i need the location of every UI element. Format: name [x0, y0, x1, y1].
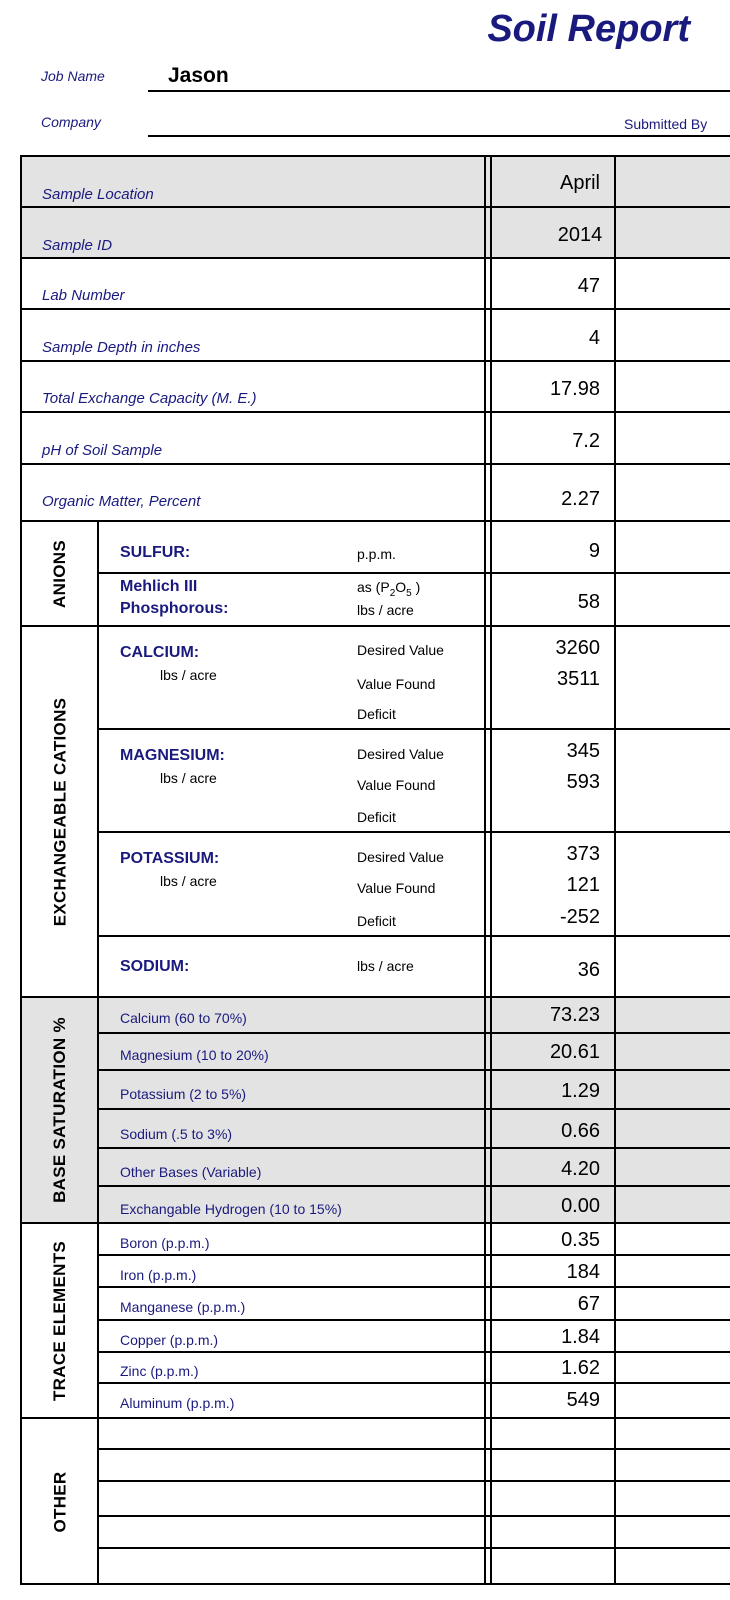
grid-line — [97, 521, 99, 1585]
grid-line — [98, 1547, 730, 1549]
sample-depth-label: Sample Depth in inches — [42, 339, 201, 356]
grid-line — [20, 257, 730, 259]
base-saturation-shade — [20, 997, 730, 1223]
grid-line — [98, 1032, 730, 1034]
sulfur-unit: p.p.m. — [357, 546, 396, 562]
calcium-unit: lbs / acre — [160, 667, 217, 683]
company-label: Company — [41, 114, 101, 130]
grid-line — [20, 155, 730, 157]
calcium-found-label: Value Found — [357, 676, 436, 692]
bs-other-bases-label: Other Bases (Variable) — [120, 1164, 262, 1180]
trace-aluminum-value[interactable]: 549 — [566, 1389, 600, 1411]
bs-calcium-label: Calcium (60 to 70%) — [120, 1010, 247, 1026]
grid-line — [20, 996, 730, 998]
trace-aluminum-label: Aluminum (p.p.m.) — [120, 1395, 235, 1411]
organic-matter-label: Organic Matter, Percent — [42, 493, 201, 510]
sulfur-name: SULFUR: — [120, 544, 191, 561]
grid-line — [20, 155, 22, 1585]
ph-value[interactable]: 7.2 — [572, 430, 600, 452]
grid-line — [20, 1417, 730, 1419]
grid-line — [98, 1185, 730, 1187]
sample-location-label: Sample Location — [42, 186, 154, 203]
grid-line — [484, 155, 486, 1585]
trace-boron-value[interactable]: 0.35 — [561, 1229, 600, 1251]
potassium-desired-value[interactable]: 373 — [566, 843, 600, 865]
sample-depth-value[interactable]: 4 — [588, 327, 600, 349]
company-underline — [148, 135, 730, 137]
grid-line — [20, 1583, 730, 1585]
magnesium-found-label: Value Found — [357, 777, 436, 793]
sodium-unit: lbs / acre — [357, 958, 414, 974]
trace-section-label: TRACE ELEMENTS — [50, 1240, 70, 1401]
trace-manganese-label: Manganese (p.p.m.) — [120, 1299, 246, 1315]
grid-line — [98, 728, 730, 730]
submitted-by-label: Submitted By — [624, 116, 708, 132]
grid-line — [98, 1254, 730, 1256]
sodium-value[interactable]: 36 — [577, 959, 600, 981]
lab-number-value[interactable]: 47 — [577, 275, 600, 297]
phosphorous-name-line1: Mehlich III — [120, 578, 198, 595]
grid-line — [98, 831, 730, 833]
grid-line — [98, 1382, 730, 1384]
bs-magnesium-label: Magnesium (10 to 20%) — [120, 1047, 269, 1063]
trace-copper-value[interactable]: 1.84 — [561, 1326, 600, 1348]
grid-line — [490, 155, 492, 1585]
anions-section-label: ANIONS — [49, 539, 69, 608]
grid-line — [98, 1480, 730, 1482]
sodium-name: SODIUM: — [120, 958, 190, 975]
job-name-underline — [148, 90, 730, 92]
sample-id-value[interactable]: 2014 — [557, 224, 603, 246]
calcium-desired-label: Desired Value — [357, 642, 444, 658]
grid-line — [20, 206, 730, 208]
phosphorous-name-line2: Phosphorous: — [120, 600, 229, 617]
soil-report-table — [20, 155, 730, 1585]
grid-line — [98, 1351, 730, 1353]
grid-line — [98, 935, 730, 937]
bs-hydrogen-value[interactable]: 0.00 — [561, 1195, 600, 1217]
trace-manganese-value[interactable]: 67 — [577, 1293, 600, 1315]
bs-sodium-value[interactable]: 0.66 — [561, 1120, 600, 1142]
bs-potassium-value[interactable]: 1.29 — [561, 1080, 600, 1102]
grid-line — [98, 1147, 730, 1149]
trace-zinc-value[interactable]: 1.62 — [561, 1357, 600, 1379]
grid-line — [20, 625, 730, 627]
grid-line — [20, 308, 730, 310]
magnesium-name: MAGNESIUM: — [120, 747, 225, 764]
bs-potassium-label: Potassium (2 to 5%) — [120, 1086, 247, 1102]
calcium-name: CALCIUM: — [120, 644, 200, 661]
tec-value[interactable]: 17.98 — [549, 378, 600, 400]
other-section-label: OTHER — [50, 1471, 69, 1532]
potassium-unit: lbs / acre — [160, 873, 217, 889]
grid-line — [98, 1108, 730, 1110]
calcium-found-value[interactable]: 3511 — [556, 668, 600, 690]
trace-zinc-label: Zinc (p.p.m.) — [120, 1363, 199, 1379]
organic-matter-value[interactable]: 2.27 — [561, 488, 600, 510]
cations-section-label: EXCHANGEABLE CATIONS — [50, 697, 69, 926]
magnesium-found-value[interactable]: 593 — [566, 771, 600, 793]
potassium-found-label: Value Found — [357, 880, 436, 896]
potassium-desired-label: Desired Value — [357, 849, 444, 865]
magnesium-deficit-label: Deficit — [357, 809, 396, 825]
report-title: Soil Report — [487, 8, 690, 50]
bs-other-bases-value[interactable]: 4.20 — [561, 1158, 600, 1180]
phosphorous-value[interactable]: 58 — [577, 591, 600, 613]
base-saturation-section-label: BASE SATURATION % — [50, 1017, 69, 1203]
magnesium-desired-value[interactable]: 345 — [566, 740, 600, 762]
potassium-found-value[interactable]: 121 — [566, 874, 600, 896]
magnesium-unit: lbs / acre — [160, 770, 217, 786]
grid-line — [98, 572, 730, 574]
lab-number-label: Lab Number — [42, 287, 125, 304]
potassium-name: POTASSIUM: — [120, 850, 220, 867]
potassium-deficit-value[interactable]: -252 — [559, 906, 600, 928]
job-name-value[interactable]: Jason — [168, 64, 229, 87]
grid-line — [98, 1448, 730, 1450]
calcium-desired-value[interactable]: 3260 — [555, 637, 600, 659]
phosphorous-unit-line2: lbs / acre — [357, 602, 414, 618]
sample-id-label: Sample ID — [42, 237, 113, 254]
grid-line — [20, 1222, 730, 1224]
phosphorous-unit-line1: as ($P_2O_5$ ) — [357, 579, 421, 599]
potassium-deficit-label: Deficit — [357, 913, 396, 929]
bs-sodium-label: Sodium (.5 to 3%) — [120, 1126, 233, 1142]
calcium-deficit-label: Deficit — [357, 706, 396, 722]
grid-line — [20, 411, 730, 413]
bs-hydrogen-label: Exchangable Hydrogen (10 to 15%) — [120, 1201, 342, 1217]
sulfur-value[interactable]: 9 — [588, 540, 600, 562]
grid-line — [20, 520, 730, 522]
bs-magnesium-value[interactable]: 20.61 — [549, 1041, 600, 1063]
tec-label: Total Exchange Capacity (M. E.) — [42, 390, 257, 407]
job-name-label: Job Name — [41, 68, 105, 84]
trace-boron-label: Boron (p.p.m.) — [120, 1235, 210, 1251]
bs-calcium-value[interactable]: 73.23 — [549, 1004, 600, 1026]
ph-label: pH of Soil Sample — [42, 442, 163, 459]
trace-copper-label: Copper (p.p.m.) — [120, 1332, 219, 1348]
magnesium-desired-label: Desired Value — [357, 746, 444, 762]
grid-line — [20, 463, 730, 465]
grid-line — [98, 1286, 730, 1288]
grid-line — [98, 1069, 730, 1071]
grid-line — [98, 1319, 730, 1321]
grid-line — [20, 360, 730, 362]
grid-line — [614, 155, 616, 1585]
sample-location-value[interactable]: April — [559, 172, 600, 194]
trace-iron-label: Iron (p.p.m.) — [120, 1267, 197, 1283]
grid-line — [98, 1515, 730, 1517]
trace-iron-value[interactable]: 184 — [566, 1261, 600, 1283]
